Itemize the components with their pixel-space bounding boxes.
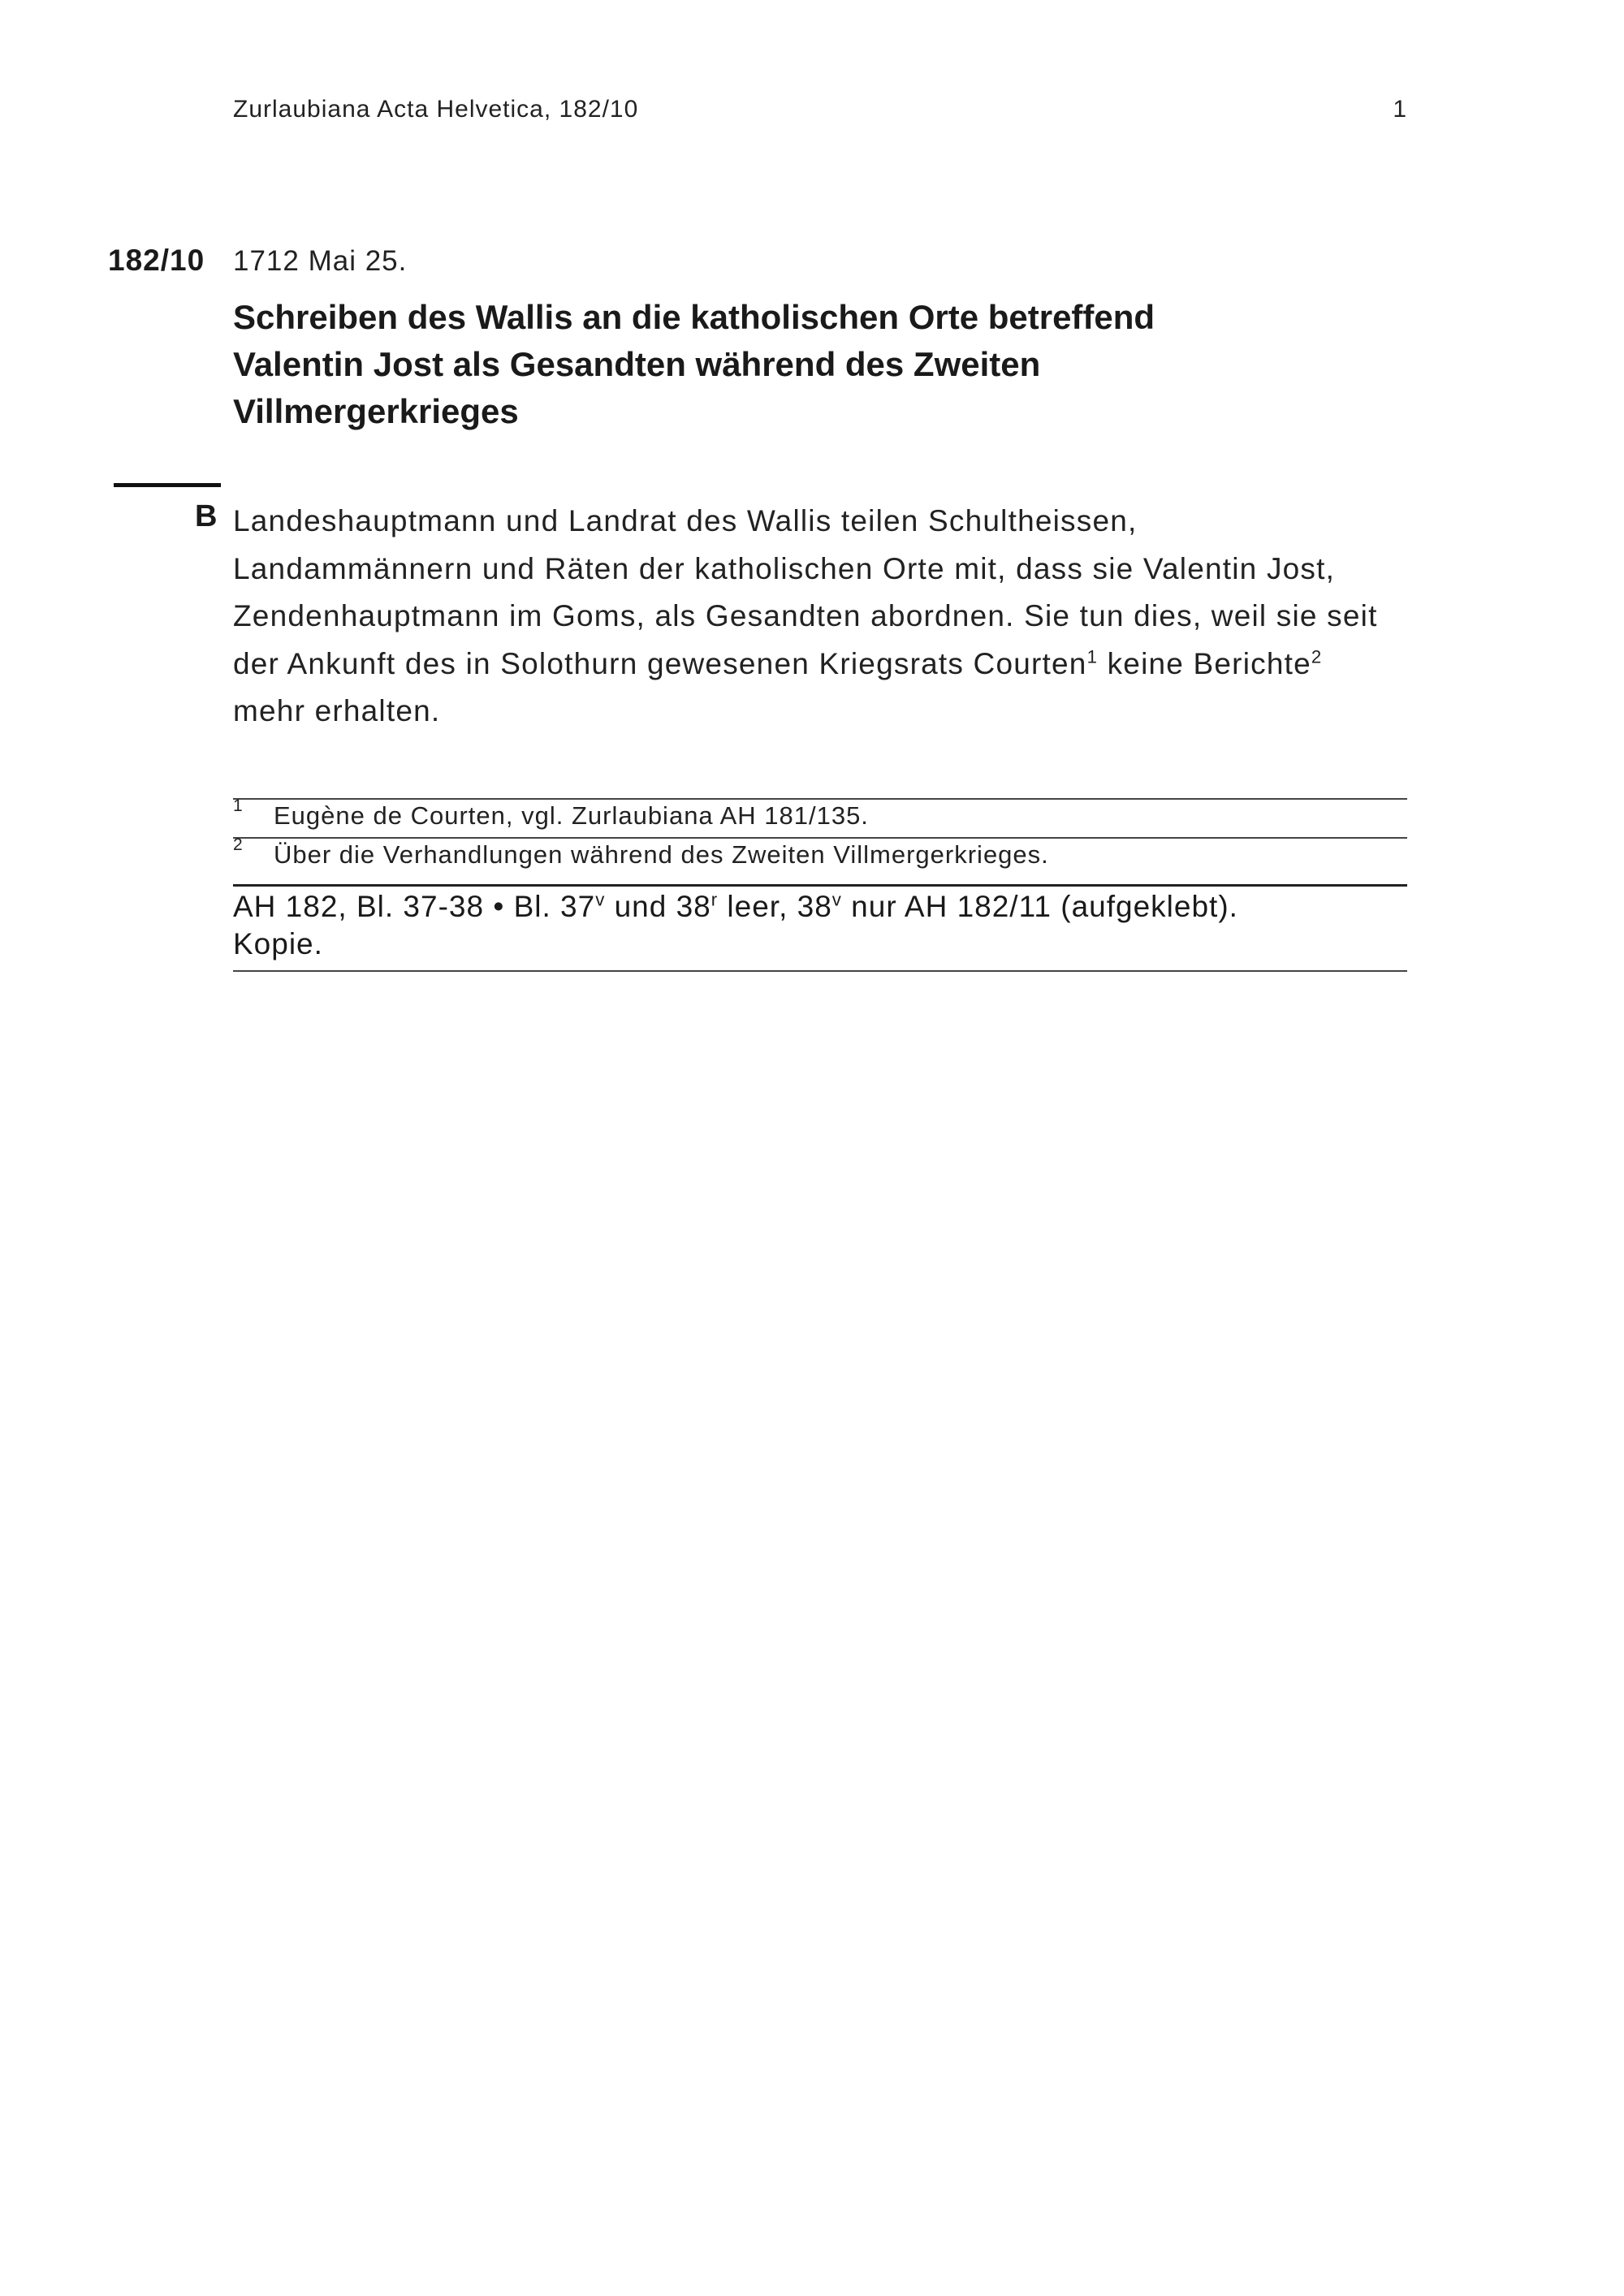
footnote-divider (233, 837, 1407, 839)
source-text-fragment: leer, 38 (718, 890, 832, 923)
source-divider (233, 970, 1407, 972)
source-text-fragment: und 38 (605, 890, 711, 923)
summary-line: Zendenhauptmann im Goms, als Gesandten abordnen. Sie tun dies, weil sie seit (233, 599, 1378, 632)
folio-side: r (710, 889, 719, 910)
source-note (233, 888, 1407, 963)
footnote-ref[interactable]: 2 (1311, 646, 1323, 667)
section-marker: B (195, 499, 218, 533)
summary-line: Landeshauptmann und Landrat des Wallis teilen Schultheissen, (233, 504, 1138, 537)
folio-side: v (831, 889, 842, 910)
entry-title-line: Valentin Jost als Gesandten während des Zweiten (233, 345, 1041, 383)
folio-side: v (595, 889, 606, 910)
source-divider (233, 884, 1407, 887)
page-number: 1 (1393, 96, 1406, 123)
entry-number: 182/10 (108, 244, 205, 277)
entry-title-line: Villmergerkrieges (233, 392, 519, 430)
summary-line: mehr erhalten. (233, 694, 441, 727)
source-text-fragment: AH 182, Bl. 37-38 • Bl. 37 (233, 890, 596, 923)
footnote-mark: 2 (233, 835, 244, 854)
footnote-ref[interactable]: 1 (1086, 646, 1099, 667)
section-rule (114, 483, 221, 487)
source-text-fragment: nur AH 182/11 (aufgeklebt). (841, 890, 1238, 923)
summary-text-fragment: keine Berichte (1098, 646, 1311, 680)
summary-text (233, 498, 1419, 736)
running-title: Zurlaubiana Acta Helvetica, 182/10 (233, 96, 639, 123)
footnote-text: Über die Verhandlungen während des Zweiten Villmergerkrieges. (274, 840, 1049, 869)
summary-line: Landammännern und Räten der katholischen Orte mit, dass sie Valentin Jost, (233, 551, 1336, 585)
footnote-text: Eugène de Courten, vgl. Zurlaubiana AH 181/135. (274, 801, 869, 830)
summary-text-fragment: der Ankunft des in Solothurn gewesenen Kriegsrats Courten (233, 646, 1087, 680)
source-line (233, 888, 1407, 926)
source-line: Kopie. (233, 927, 323, 960)
footnote-mark: 1 (233, 796, 244, 815)
entry-title (233, 294, 1289, 435)
entry-date: 1712 Mai 25. (233, 245, 408, 277)
entry-title-line: Schreiben des Wallis an die katholischen Orte betreffend (233, 298, 1155, 336)
summary-line (233, 641, 1419, 688)
footnote-divider (233, 798, 1407, 800)
